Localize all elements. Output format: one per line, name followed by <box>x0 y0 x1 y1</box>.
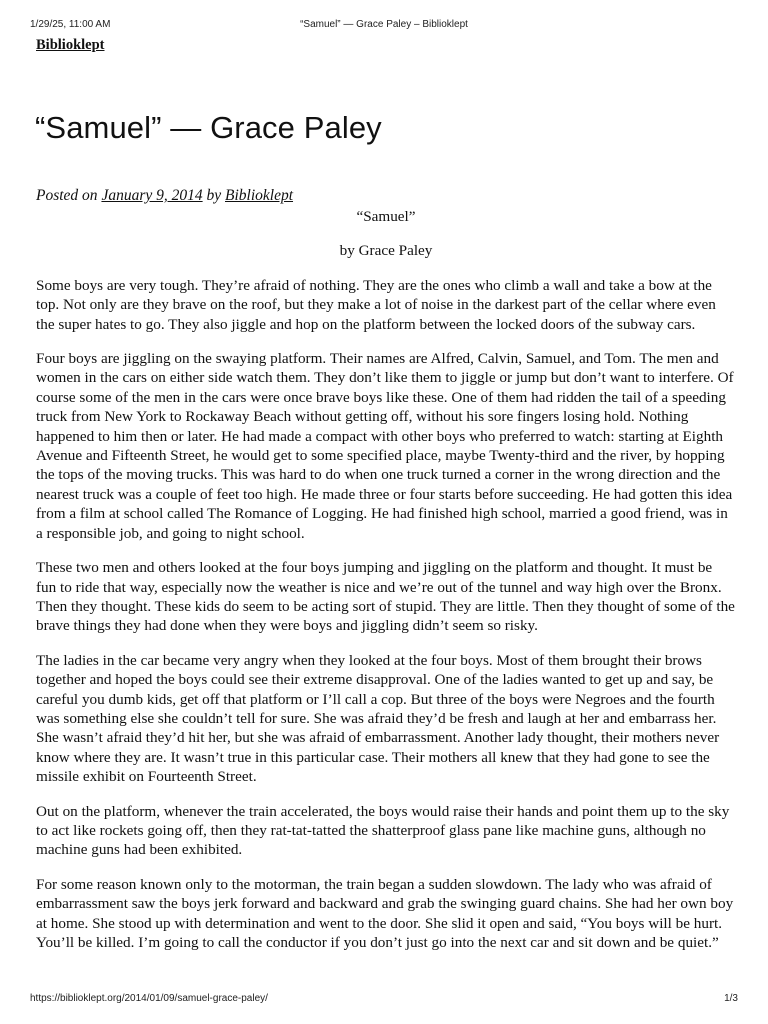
post-content <box>36 207 736 967</box>
print-doc-title: “Samuel” — Grace Paley – Biblioklept <box>300 19 468 30</box>
story-paragraph: Four boys are jiggling on the swaying platform. Their names are Alfred, Calvin, Samuel, and Tom. The men and women in the cars on either side watch them. They don’t like them to jiggle or jump but don’t want to interfere. Of course some of the men in the cars were once brave boys like these. One of them had ridden the tail of a speeding truck from New York to Rockaway Beach without getting off, without his sore fingers losing hold. Nothing happened to him then or later. He had made a compact with other boys who preferred to watch: starting at Eighth Avenue and Fifteenth Street, he would get to some specified place, maybe Twenty-third and the river, by hopping the tops of the moving trucks. This was hard to do when one truck turned a corner in the wrong direction and the nearest truck was a couple of feet too high. He made three or four starts before succeeding. He had gotten this idea from a film at school called The Romance of Logging. He had finished high school, married a good friend, was in a responsible job, and going to night school. <box>36 350 734 542</box>
story-byline: by Grace Paley <box>339 242 433 260</box>
story-paragraph: The ladies in the car became very angry when they looked at the four boys. Most of them brought their brows together and hoped the boys could see their extreme disapproval. One of the ladies wanted to get up and say, be careful you dumb kids, get off that platform or I’ll call a cop. But three of the boys were Negroes and the fourth was something else she couldn’t tell for sure. She was afraid they’d be fresh and laugh at her and embarrass her. She wasn’t afraid they’d hit her, but she was afraid of embarrassment. Another lady thought, their mothers never know where they are. It wasn’t true in this particular case. Their mothers all knew that they had gone to see the missile exhibit on Fourteenth Street. <box>36 651 720 786</box>
print-header <box>30 19 738 33</box>
story-paragraph: Out on the platform, whenever the train accelerated, the boys would raise their hands and point them up to the sky to act like rockets going off, then they rat-tat-tatted the shatterproof glass pane like machine guns, although no machine guns had been exhibited. <box>36 802 730 859</box>
story-paragraph: Some boys are very tough. They’re afraid of nothing. They are the ones who climb a wall and take a bow at the top. Not only are they brave on the roof, but they make a lot of noise in the darkest part of the cellar where even the super hates to go. They also jiggle and hop on the platform between the locked doors of the subway cars. <box>36 276 716 333</box>
post-date-link[interactable]: January 9, 2014 <box>101 187 203 204</box>
print-page-number: 1/3 <box>724 993 738 1004</box>
story-paragraph: For some reason known only to the motorman, the train began a sudden slowdown. The lady who was afraid of embarrassment saw the boys jerk forward and backward and grab the swinging guard chains. She had her own boy at home. She stood up with determination and went to the door. She slid it open and said, “You boys will be hurt. You’ll be killed. I’m going to call the conductor if you don’t just go into the next car and sit down and be quiet.” <box>36 875 734 951</box>
story-paragraph: These two men and others looked at the four boys jumping and jiggling on the platform and thought. It must be fun to ride that way, especially now the weather is nice and we’re out of the tunnel and way high over the Bronx. Then they thought. These kids do seem to be acting sort of stupid. They are little. Then they thought of some of the brave things they had done when they were boys and jiggling didn’t seem so risky. <box>36 559 735 635</box>
print-url: https://biblioklept.org/2014/01/09/samuel-grace-paley/ <box>30 993 268 1004</box>
post-meta <box>36 187 293 205</box>
post-title: “Samuel” — Grace Paley <box>35 110 382 145</box>
story-title: “Samuel” <box>356 208 416 225</box>
posted-on-label: Posted on <box>36 187 98 204</box>
print-datetime: 1/29/25, 11:00 AM <box>30 19 111 30</box>
site-title-link[interactable]: Biblioklept <box>36 37 105 53</box>
author-link[interactable]: Biblioklept <box>225 187 294 204</box>
print-footer <box>30 993 738 1007</box>
by-label: by <box>206 187 222 204</box>
